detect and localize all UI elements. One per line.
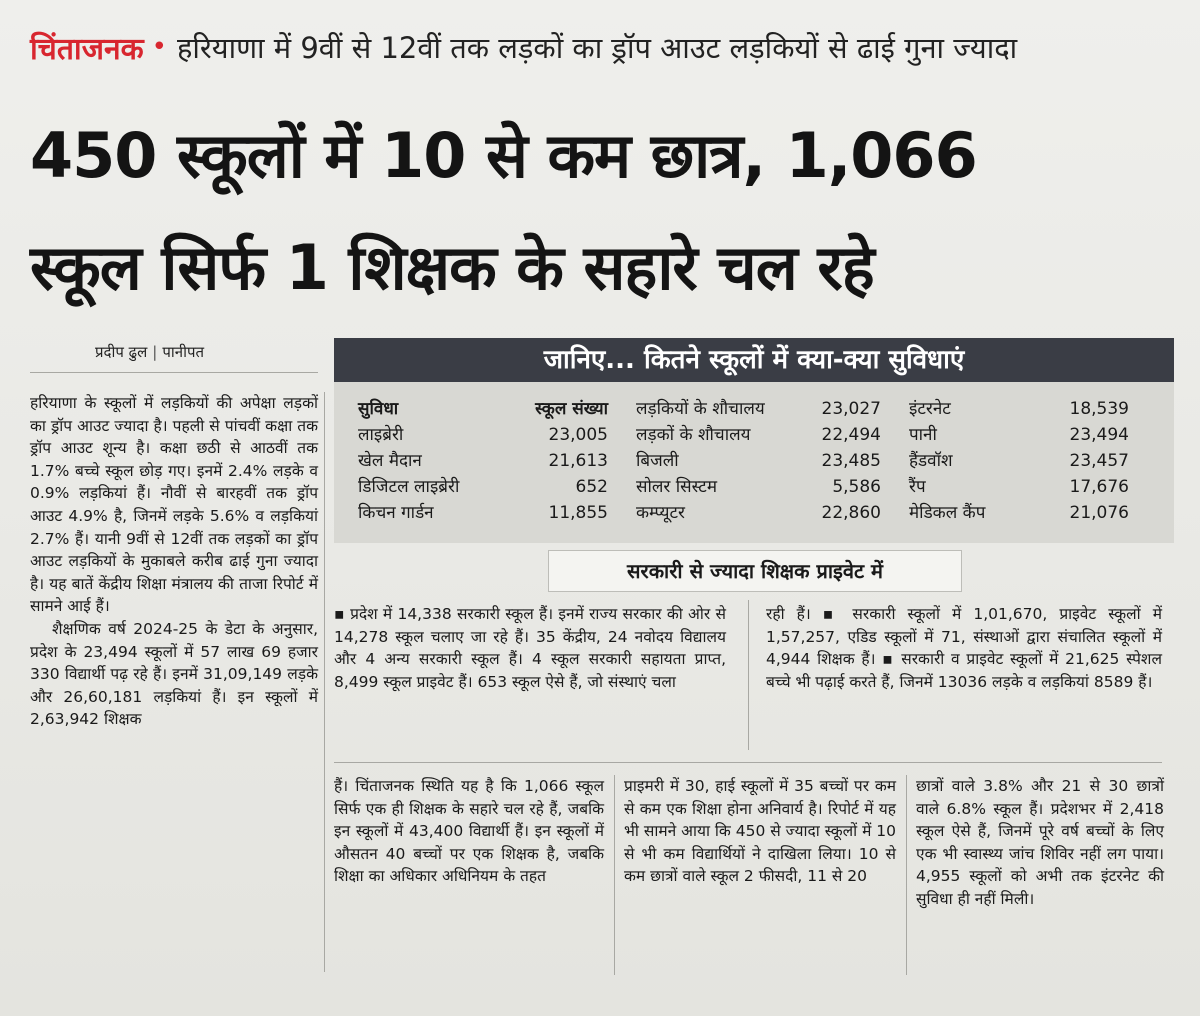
intro-paragraph-1: हरियाणा के स्कूलों में लड़कियों की अपेक्षा लड़कों का ड्रॉप आउट ज्यादा है। पहली से पांचवीं कक्षा तक ड्रॉप आउट शून्य है। कक्षा छठी से आठवीं तक 1.7% बच्चे स्कूल छोड़ गए। इनमें 2.4% लड़के व 0.9% लड़कियां हैं। नौवीं से बारहवीं तक ड्रॉप आउट 4.9% है, जिनमें लड़के 5.6% व लड़कियां 2.7% हैं। यानी 9वीं से 12वीं तक लड़कों का ड्रॉप आउट लड़कियों के मुकाबले करीब ढाई गुना ज्यादा है। यह बातें केंद्रीय शिक्षा मंत्रालय की ताजा रिपोर्ट में सामने आई हैं। xyxy=(30,394,318,616)
private-schools-text-left xyxy=(334,603,726,693)
table-row xyxy=(358,396,1158,422)
headline xyxy=(30,100,1180,324)
kicker-text: हरियाणा में 9वीं से 12वीं तक लड़कों का ड्रॉप आउट लड़कियों से ढाई गुना ज्यादा xyxy=(176,30,1018,65)
facility-count: 23,494 xyxy=(1069,425,1129,445)
facility-count: 21,076 xyxy=(1069,503,1129,523)
article-column-4 xyxy=(916,775,1164,911)
facility-count: 18,539 xyxy=(1069,399,1129,419)
article-column-3 xyxy=(624,775,896,888)
facility-name: रैंप xyxy=(909,477,926,497)
facility-count: 21,613 xyxy=(548,451,608,471)
facility-count: 11,855 xyxy=(548,503,608,523)
intro-paragraph-2: शैक्षणिक वर्ष 2024-25 के डेटा के अनुसार, प्रदेश के 23,494 स्कूलों में 57 लाख 69 हजार 330 विद्यार्थी पढ़ रहे हैं। इनमें 31,09,149 लड़के और 26,60,181 लड़कियां हैं। इन स्कूलों में 2,63,942 शिक्षक xyxy=(30,619,318,729)
intro-column xyxy=(30,392,318,731)
facilities-table xyxy=(358,396,1158,526)
header-facility: सुविधा xyxy=(358,399,399,419)
facility-name: बिजली xyxy=(636,451,679,471)
kicker-line xyxy=(30,22,1017,72)
byline xyxy=(95,342,204,362)
table-row xyxy=(358,422,1158,448)
column-rule xyxy=(748,600,749,750)
headline-line-2: स्कूल सिर्फ 1 शिक्षक के सहारे चल रहे xyxy=(30,231,874,304)
kicker-bullet: • xyxy=(151,32,167,62)
paragraph: रही हैं। ▪ सरकारी स्कूलों में 1,01,670, प्राइवेट स्कूलों में 1,57,257, एडिड स्कूलों में 71, संस्थाओं द्वारा संचालित स्कूलों में 4,944 शिक्षक हैं। ▪ सरकारी व प्राइवेट स्कूलों में 21,625 स्पेशल बच्चे भी पढ़ाई करते हैं, जिनमें 13036 लड़के व लड़कियां 8589 हैं। xyxy=(766,605,1162,691)
facility-name: लड़कों के शौचालय xyxy=(636,425,751,445)
facility-name: कम्प्यूटर xyxy=(636,503,685,523)
section-rule xyxy=(334,762,1162,763)
column-rule xyxy=(614,775,615,975)
paragraph: ▪ प्रदेश में 14,338 सरकारी स्कूल हैं। इनमें राज्य सरकार की ओर से 14,278 स्कूल चलाए जा रहे हैं। 35 केंद्रीय, 24 नवोदय विद्यालय और 4 अन्य सरकारी स्कूल हैं। 4 स्कूल सरकारी सहायता प्राप्त, 8,499 स्कूल प्राइवेट हैं। 653 स्कूल ऐसे हैं, जो संस्थाएं चला xyxy=(334,605,726,691)
facility-count: 5,586 xyxy=(832,477,881,497)
column-rule xyxy=(906,775,907,975)
table-row xyxy=(358,474,1158,500)
byline-author: प्रदीप ढुल xyxy=(95,343,148,361)
byline-place: पानीपत xyxy=(162,343,205,361)
facility-name: लड़कियों के शौचालय xyxy=(636,399,765,419)
facility-name: पानी xyxy=(909,425,937,445)
facility-name: लाइब्रेरी xyxy=(358,425,404,445)
facility-count: 23,005 xyxy=(548,425,608,445)
facility-name: हैंडवॉश xyxy=(909,451,953,471)
article-column-2 xyxy=(334,775,604,888)
facility-count: 23,027 xyxy=(821,399,881,419)
facility-count: 22,860 xyxy=(821,503,881,523)
paragraph: हैं। चिंताजनक स्थिति यह है कि 1,066 स्कूल सिर्फ एक ही शिक्षक के सहारे चल रहे हैं, जबकि इन स्कूलों में 43,400 विद्यार्थी हैं। इन स्कूलों में औसतन 40 बच्चों पर एक शिक्षक है, जबकि शिक्षा का अधिकार अधिनियम के तहत xyxy=(334,777,604,886)
byline-separator: | xyxy=(152,343,158,361)
table-row xyxy=(358,500,1158,526)
byline-rule xyxy=(30,372,318,373)
table-row xyxy=(358,448,1158,474)
private-schools-text-right xyxy=(766,603,1162,693)
facility-count: 22,494 xyxy=(821,425,881,445)
paragraph: प्राइमरी में 30, हाई स्कूलों में 35 बच्चों पर कम से कम एक शिक्षा होना अनिवार्य है। रिपोर्ट में यह भी सामने आया कि 450 से ज्यादा स्कूलों में 10 से भी कम विद्यार्थियों ने दाखिला लिया। 10 से कम छात्रों वाले स्कूल 2 फीसदी, 11 से 20 xyxy=(624,777,897,886)
facility-count: 23,485 xyxy=(821,451,881,471)
headline-line-1: 450 स्कूलों में 10 से कम छात्र, 1,066 xyxy=(30,119,977,192)
facility-name: डिजिटल लाइब्रेरी xyxy=(358,477,460,497)
facility-count: 23,457 xyxy=(1069,451,1129,471)
facility-name: खेल मैदान xyxy=(358,451,422,471)
facility-count: 17,676 xyxy=(1069,477,1129,497)
section-subheading: सरकारी से ज्यादा शिक्षक प्राइवेट में xyxy=(548,550,962,592)
kicker-label: चिंताजनक xyxy=(30,31,144,67)
facility-name: सोलर सिस्टम xyxy=(636,477,718,497)
facility-name: इंटरनेट xyxy=(909,399,951,419)
header-count: स्कूल संख्या xyxy=(535,399,608,419)
facility-count: 652 xyxy=(575,477,608,497)
column-rule xyxy=(324,392,325,972)
facilities-title: जानिए... कितने स्कूलों में क्या-क्या सुविधाएं xyxy=(334,338,1174,382)
facility-name: किचन गार्डन xyxy=(358,503,434,523)
facilities-box xyxy=(334,338,1174,543)
paragraph: छात्रों वाले 3.8% और 21 से 30 छात्रों वाले 6.8% स्कूल हैं। प्रदेशभर में 2,418 स्कूल ऐसे हैं, जिनमें पूरे वर्ष बच्चों के लिए एक भी स्वास्थ्य जांच शिविर नहीं लग पाया। 4,955 स्कूलों को अभी तक इंटरनेट की सुविधा ही नहीं मिली। xyxy=(916,777,1164,908)
facility-name: मेडिकल कैंप xyxy=(909,503,986,523)
